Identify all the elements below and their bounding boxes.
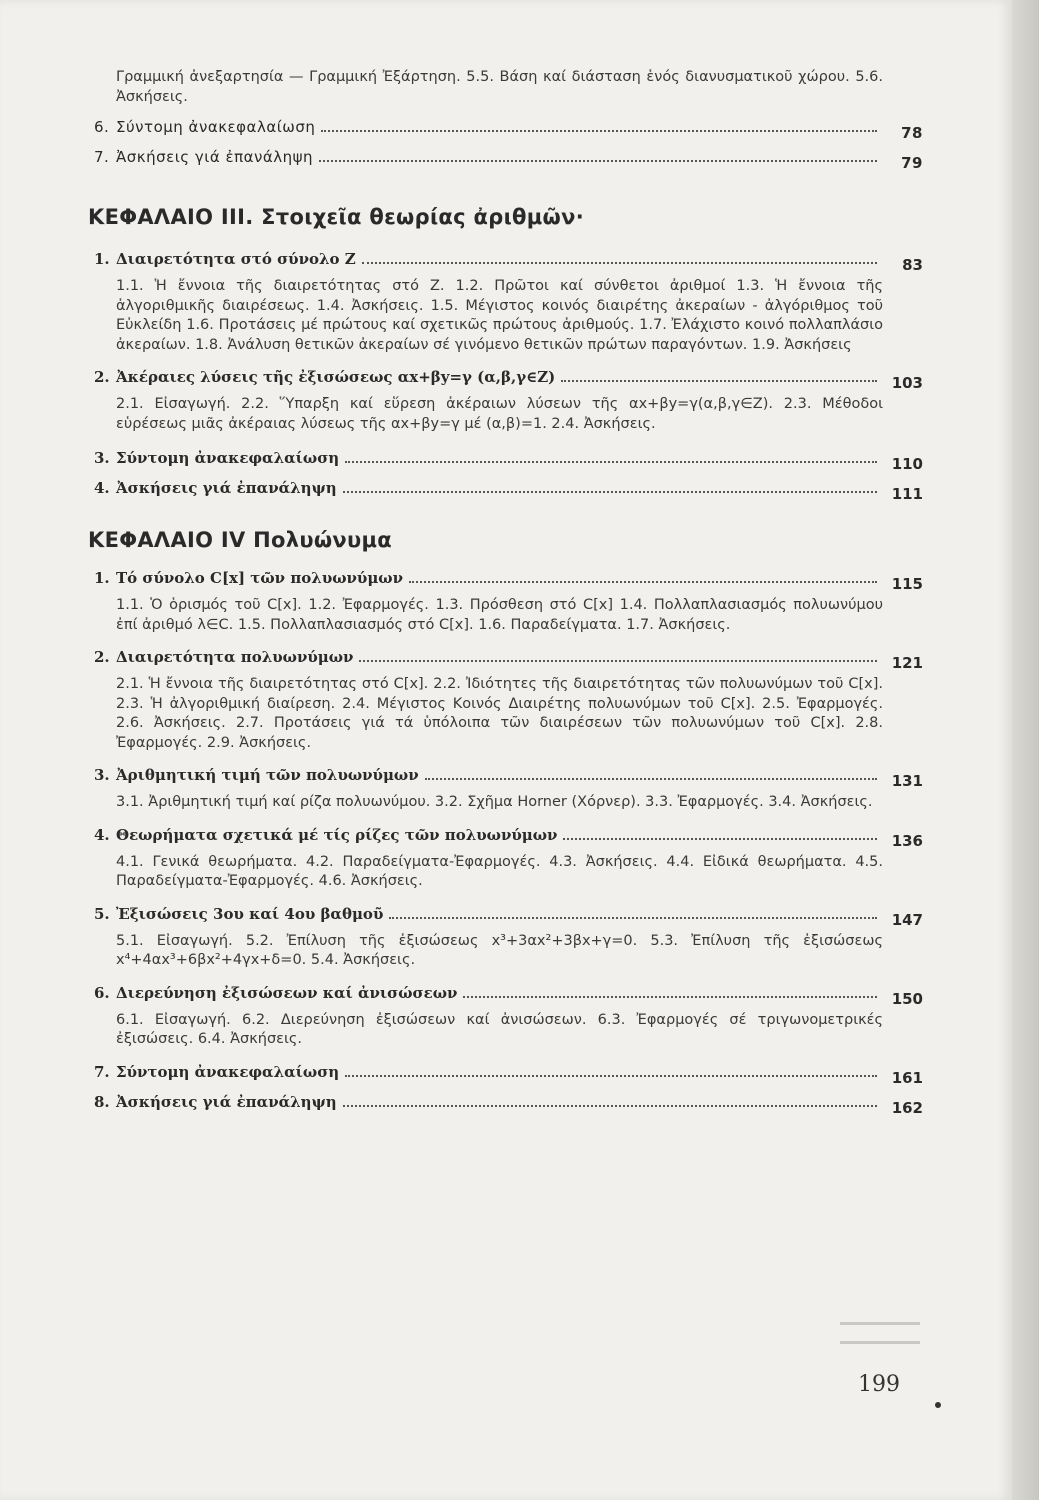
entry-title: Ἀσκήσεις γιά ἐπανάληψη	[116, 479, 337, 497]
ink-dot	[935, 1402, 941, 1408]
section-description: 1.1. Ὁ ὁρισμός τοῦ C[x]. 1.2. Ἐφαρμογές. 1.3. Πρόσθεση στό C[x] 1.4. Πολλαπλασιασμός πολυωνύμου ἐπί ἀριθμό λ∈C. 1.5. Πολλαπλασιασμός στό C[x]. 1.6. Παραδείγματα. 1.7. Ἀσκήσεις.	[116, 597, 883, 633]
toc-entry	[88, 765, 923, 790]
toc-entry	[88, 1092, 923, 1117]
entry-title: Διαιρετότητα πολυωνύμων	[116, 648, 354, 666]
entry-title: Σύντομη ἀνακεφαλαίωση	[116, 118, 316, 136]
toc-entry	[88, 647, 923, 672]
leader-dots	[345, 1075, 877, 1077]
section-description: 1.1. Ἡ ἔννοια τῆς διαιρετότητας στό Z. 1.2. Πρῶτοι καί σύνθετοι ἀριθμοί 1.3. Ἡ ἔννοια τῆς ἀλγοριθμικῆς διαιρέσεως. 1.4. Ἀσκήσεις. 1.5. Μέγιστος κοινός διαιρέτης ἀκεραίων - ἀλγόριθμος τοῦ Εὐκλείδη 1.6. Προτάσεις μέ πρώτους καί σχετικῶς πρώτους ἀριθμούς. 1.7. Ἐλάχιστο κοινό πολλαπλάσιο ἀκεραίων. 1.8. Ἀνάλυση θετικῶν ἀκεραίων σέ γινόμενο θετικῶν πρώτων παραγόντων. 1.9. Ἀσκήσεις	[116, 278, 883, 353]
entry-number: 6.	[94, 118, 110, 136]
entry-number: 5.	[94, 904, 110, 923]
entry-number: 1.	[94, 569, 110, 587]
entry-title: Ἀκέραιες λύσεις τῆς ἐξισώσεως αx+βy=γ (α,β,γ∈Z)	[116, 368, 556, 386]
entry-page: 147	[891, 910, 923, 929]
entry-page: 131	[891, 772, 923, 790]
leader-dots	[359, 660, 877, 662]
entry-page: 111	[891, 485, 923, 503]
page-edge	[1012, 0, 1039, 1500]
entry-title: Ἀσκήσεις γιά ἐπανάληψη	[116, 1092, 337, 1111]
leader-dots	[321, 130, 877, 132]
entry-number: 7.	[94, 1062, 110, 1081]
toc-entry	[88, 904, 923, 929]
section-description: 2.1. Ἡ ἔννοια τῆς διαιρετότητας στό C[x]. 2.2. Ἰδιότητες τῆς διαιρετότητας τῶν πολυωνύμων τοῦ C[x]. 2.3. Ἡ ἀλγοριθμική διαίρεση. 2.4. Μέγιστος Κοινός Διαιρέτης πολυωνύμων τοῦ C[x]. 2.5. Ἐφαρμογές. 2.6. Ἀσκήσεις. 2.7. Προτάσεις γιά τά ὑπόλοιπα τῶν διαιρέσεων τῶν πολυωνύμων τοῦ C[x]. 2.8. Ἐφαρμογές. 2.9. Ἀσκήσεις.	[116, 676, 883, 751]
toc-entry	[88, 983, 923, 1008]
entry-page: 83	[902, 256, 923, 274]
entry-page: 110	[891, 455, 923, 473]
entry-number: 2.	[94, 368, 110, 386]
entry-title: Τό σύνολο C[x] τῶν πολυωνύμων	[116, 569, 403, 587]
table-of-contents	[88, 68, 923, 1117]
entry-number: 3.	[94, 766, 110, 784]
section-description: 6.1. Εἰσαγωγή. 6.2. Διερεύνηση ἐξισώσεων καί ἀνισώσεων. 6.3. Ἐφαρμογές σέ τριγωνομετρικές ἐξισώσεις. 6.4. Ἀσκήσεις.	[116, 1011, 883, 1047]
toc-entry	[88, 367, 923, 392]
chapter-heading: ΚΕΦΑΛΑΙΟ III. Στοιχεῖα θεωρίας ἀριθμῶν·	[88, 205, 584, 229]
toc-entry	[88, 117, 923, 142]
leader-dots	[343, 491, 877, 493]
leader-dots	[561, 380, 877, 382]
section-description: 5.1. Εἰσαγωγή. 5.2. Ἐπίλυση τῆς ἐξισώσεως x³+3αx²+3βx+γ=0. 5.3. Ἐπίλυση τῆς ἐξισώσεως x⁴+4αx³+6βx²+4γx+δ=0. 5.4. Ἀσκήσεις.	[116, 932, 883, 968]
entry-page: 79	[901, 154, 923, 172]
entry-page: 115	[891, 575, 923, 593]
entry-title: Διαιρετότητα στό σύνολο Z	[116, 250, 356, 268]
section-description: 2.1. Εἰσαγωγή. 2.2. Ὕπαρξη καί εὕρεση ἀκέραιων λύσεων τῆς αx+βy=γ(α,β,γ∈Z). 2.3. Μέθοδοι εὑρέσεως μιᾶς ἀκέραιας λύσεως τῆς αx+βy=γ μέ (α,β)=1. 2.4. Ἀσκήσεις.	[116, 396, 883, 432]
entry-number: 4.	[94, 825, 110, 844]
section-description: 4.1. Γενικά θεωρήματα. 4.2. Παραδείγματα-Ἐφαρμογές. 4.3. Ἀσκήσεις. 4.4. Εἰδικά θεωρήματα. 4.5. Παραδείγματα-Ἐφαρμογές. 4.6. Ἀσκήσεις.	[116, 853, 883, 889]
toc-entry	[88, 1062, 923, 1087]
chapter-heading: ΚΕΦΑΛΑΙΟ IV Πολυώνυμα	[88, 528, 392, 552]
entry-title: Θεωρήματα σχετικά μέ τίς ρίζες τῶν πολυωνύμων	[116, 825, 558, 844]
entry-page: 78	[901, 124, 923, 142]
entry-page: 162	[891, 1098, 923, 1117]
toc-entry	[88, 568, 923, 593]
entry-page: 121	[891, 654, 923, 672]
entry-title: Ἀσκήσεις γιά ἐπανάληψη	[116, 148, 314, 166]
entry-number: 3.	[94, 449, 110, 467]
leader-dots	[389, 917, 877, 919]
entry-page: 150	[891, 989, 923, 1008]
entry-title: Διερεύνηση ἐξισώσεων καί ἀνισώσεων	[116, 983, 458, 1002]
entry-number: 4.	[94, 479, 110, 497]
toc-entry	[88, 825, 923, 850]
entry-number: 7.	[94, 148, 110, 166]
entry-page: 136	[891, 831, 923, 850]
leader-dots	[343, 1105, 877, 1107]
entry-number: 2.	[94, 648, 110, 666]
leader-dots	[409, 581, 877, 583]
toc-entry	[88, 249, 923, 274]
leader-dots	[463, 996, 877, 998]
entry-number: 1.	[94, 250, 110, 268]
page-number: 199	[858, 1372, 900, 1397]
entry-title: Σύντομη ἀνακεφαλαίωση	[116, 449, 340, 467]
leader-dots	[425, 778, 877, 780]
leader-dots	[345, 461, 877, 463]
leader-dots	[319, 160, 877, 162]
entry-page: 103	[891, 374, 923, 392]
entry-page: 161	[891, 1068, 923, 1087]
toc-entry	[88, 478, 923, 503]
entry-title: Ἀριθμητική τιμή τῶν πολυωνύμων	[116, 766, 419, 784]
entry-number: 6.	[94, 983, 110, 1002]
show-through-marks	[840, 1322, 920, 1370]
toc-entry	[88, 147, 923, 172]
entry-title: Ἐξισώσεις 3ου καί 4ου βαθμοῦ	[116, 904, 384, 923]
entry-title: Σύντομη ἀνακεφαλαίωση	[116, 1062, 340, 1081]
continuation-text: Γραμμική ἀνεξαρτησία — Γραμμική Ἐξάρτηση. 5.5. Βάση καί διάσταση ἑνός διανυσματικοῦ χώρου. 5.6. Ἀσκήσεις.	[116, 69, 883, 105]
leader-dots	[362, 262, 877, 264]
leader-dots	[563, 838, 877, 840]
toc-entry	[88, 448, 923, 473]
section-description: 3.1. Ἀριθμητική τιμή καί ρίζα πολυωνύμου. 3.2. Σχῆμα Horner (Χόρνερ). 3.3. Ἐφαρμογές. 3.4. Ἀσκήσεις.	[116, 794, 873, 810]
entry-number: 8.	[94, 1092, 110, 1111]
